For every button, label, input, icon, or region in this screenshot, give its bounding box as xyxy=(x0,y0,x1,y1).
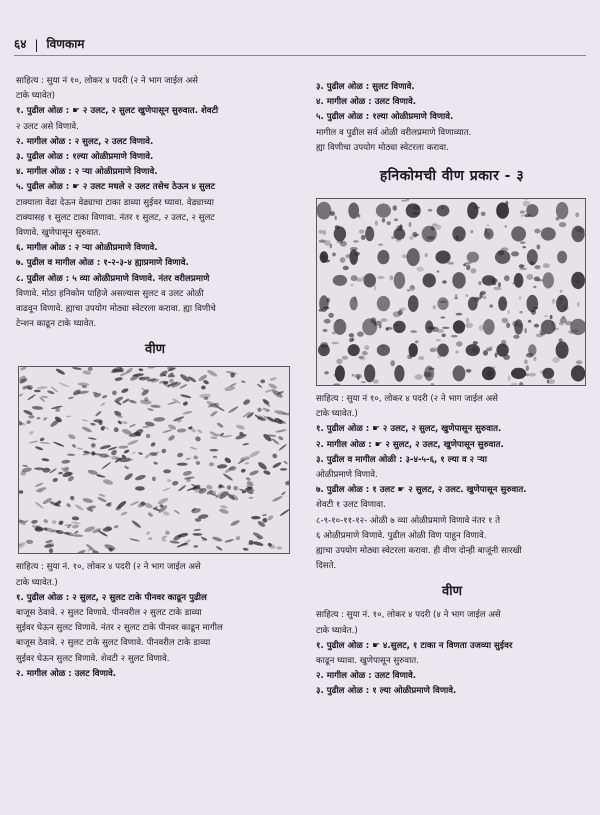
instruction-line: विणावे. खुणेपासून सुरुवात. xyxy=(16,228,101,239)
left-instructions-block xyxy=(16,74,294,332)
page-header xyxy=(14,34,586,56)
instruction-line: ३. पुढील ओळ : १ ल्या ओळीप्रमाणे विणावे. xyxy=(316,686,457,697)
instruction-line: २. मागील ओळ : उलट विणावे. xyxy=(316,671,417,682)
instruction-line: टाक्याला वेढा देऊन वेढ्याचा टाका डाव्या सुईवर घ्यावा. वेढ्याच्या xyxy=(16,197,215,208)
right-veen-instructions xyxy=(316,608,588,699)
instruction-line: बाजूस ठेवावे. २ सुलट विणावे. पीनवरील २ सुलट टाके डाव्या xyxy=(16,608,202,619)
knit-texture-image xyxy=(19,367,289,553)
instruction-line: साहित्य : सुया नं. १०, लोकर ४ पदरी (४ ने भाग जाईल असे xyxy=(316,610,501,621)
left-heading-veen: वीण xyxy=(145,342,165,358)
honeycomb-instructions xyxy=(316,392,588,574)
instruction-line: ३. पुढील ओळ : सुलट विणावे. xyxy=(316,82,415,92)
instruction-line: टाक्यासह १ सुलट टाका विणावा. नंतर १ सुलट, २ उलट, २ सुलट xyxy=(16,212,215,223)
section-title: विणकाम xyxy=(46,37,85,51)
instruction-line: ६. मागील ओळ : २ ऱ्या ओळीप्रमाणे विणावे. xyxy=(16,243,158,254)
instruction-line: वाढवून विणावे. ह्याचा उपयोग मोठ्या स्वेटरला करावा. ह्या विणीचे xyxy=(16,304,216,315)
right-continuation-block xyxy=(316,80,588,156)
instruction-line: ८. पुढील ओळ : ५ व्या ओळीप्रमाणे विणावे. नंतर वरीलप्रमाणे xyxy=(16,273,210,284)
instruction-line: ५. पुढील ओळ : ☛ २ उलट मधले २ उलट तसेच ठेऊन ४ सुलट xyxy=(16,182,215,193)
instruction-line: ७. पुढील व मागील ओळ : १-२-३-४ ह्याप्रमाणे विणावे. xyxy=(16,258,189,269)
honeycomb-heading: हनिकोमची वीण प्रकार - ३ xyxy=(379,168,525,185)
instruction-line: २. मागील ओळ : ☛ २ सुलट, २ उलट, खुणेपासून सुरुवात. xyxy=(316,439,504,450)
honeycomb-texture-image xyxy=(317,199,585,385)
instruction-line: ८-९-१०-११-१२- ओळी ७ व्या ओळीप्रमाणे विणावे नंतर १ ते xyxy=(316,515,501,526)
instruction-line: ह्या विणीचा उपयोग मोठ्या स्वेटरला करावा. xyxy=(316,142,449,153)
right-column xyxy=(316,80,588,700)
instruction-line: टाके घ्यावेत.) xyxy=(16,577,58,588)
instruction-line: दिसते. xyxy=(316,561,337,572)
honeycomb-knit-photo xyxy=(316,198,586,386)
instruction-line: टाके घ्यावेत.) xyxy=(316,409,358,420)
instruction-line: मागील व पुढील सर्व ओळी वरीलप्रमाणे विणाव्यात. xyxy=(316,127,472,138)
header-separator: | xyxy=(34,38,39,52)
instruction-line: २ उलट असे विणावे. xyxy=(16,121,79,132)
instruction-line: ओळीप्रमाणे विणावे. xyxy=(316,470,378,481)
instruction-line: १. पुढील ओळ : ☛ ४.सुलट, १ टाका न विणता उजव्या सुईवर xyxy=(316,640,513,651)
instruction-line: २. मागील ओळ : २ सुलट, २ उलट विणावे. xyxy=(16,136,154,147)
instruction-line: विणावे. मोठा हनिकोम पाहिजे असल्यास सुलट व उलट ओळी xyxy=(16,288,204,299)
instruction-line: ३. पुढील व मागील ओळी : ३-४-५-६, १ ल्या व २ ऱ्या xyxy=(316,454,487,465)
instruction-line: ४. मागील ओळ : उलट विणावे. xyxy=(316,97,417,108)
instruction-line: १. पुढील ओळ : २ सुलट, २ सुलट टाके पीनवर काढून पुढील xyxy=(16,592,207,603)
instruction-line: सुईवर घेऊन सुलट विणावे. नंतर २ सुलट टाके पीनवर काढून मागील xyxy=(16,623,223,634)
instruction-line: बाजूस ठेवावे. २ सुलट टाके सुलट विणावे. पीनवरील टाके डाव्या xyxy=(16,638,211,649)
right-heading-veen: वीण xyxy=(442,584,462,600)
left-column xyxy=(16,74,294,682)
instruction-line: ५. पुढील ओळ : १ल्या ओळीप्रमाणे विणावे. xyxy=(316,112,454,123)
left-knit-photo xyxy=(18,366,290,554)
instruction-line: टाके घ्यावेत) xyxy=(16,91,55,102)
instruction-line: सुईवर घेऊन सुलट विणावे. शेवटी २ सुलट विणावे. xyxy=(16,653,170,664)
instruction-line: ह्याचा उपयोग मोठ्या स्वेटरला करावा. ही वीण दोन्ही बाजूंनी सारखी xyxy=(316,546,522,557)
instruction-line: टाके घ्यावेत.) xyxy=(316,625,358,636)
left-veen-instructions xyxy=(16,560,294,682)
instruction-line: १. पुढील ओळ : ☛ २ उलट, २ सुलट खुणेपासून सुरुवात. शेवटी xyxy=(16,106,219,117)
instruction-line: टेन्शन काढून टाके घ्यावेत. xyxy=(16,319,97,330)
instruction-line: काढून घ्यावा. खुणेपासून सुरुवात. xyxy=(316,656,419,667)
instruction-line: साहित्य : सुया नं १०, लोकर ४ पदरी (२ ने भाग जाईल असे xyxy=(16,76,198,86)
page-number: ६४ xyxy=(14,37,27,51)
instruction-line: २. मागील ओळ : उलट विणावे. xyxy=(16,668,117,679)
instruction-line: साहित्य : सुया नं. १०, लोकर ४ पदरी (२ ने भाग जाईल असे xyxy=(16,562,201,573)
instruction-line: ७. पुढील ओळ : १ उलट ☛ २ सुलट, २ उलट. खुणेपासून सुरुवात. xyxy=(316,485,527,496)
instruction-line: १. पुढील ओळ : ☛ २ उलट, २ सुलट, खुणेपासून सुरुवात. xyxy=(316,424,502,435)
instruction-line: ४. मागील ओळ : २ ऱ्या ओळीप्रमाणे विणावे. xyxy=(16,167,158,178)
instruction-line: ६ ओळीप्रमाणे विणावे. पुढील ओळी विण पाहून विणावे. xyxy=(316,530,487,541)
instruction-line: साहित्य : सुया नं १०, लोकर ४ पदरी (२ ने भाग जाईल असे xyxy=(316,394,498,405)
instruction-line: ३. पुढील ओळ : १ल्या ओळीप्रमाणे विणावे. xyxy=(16,152,154,163)
instruction-line: शेवटी १ उलट विणावा. xyxy=(316,500,386,511)
